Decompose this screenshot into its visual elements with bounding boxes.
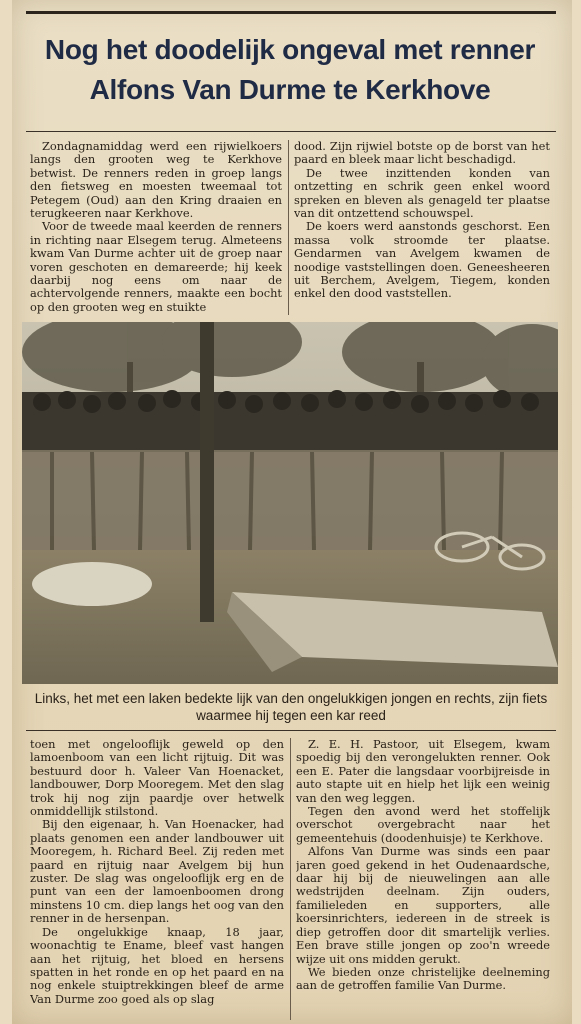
article-column-bottom-right: [296, 738, 550, 1020]
paragraph: toen met ongelooflijk geweld op den lamoenboom van een licht rijtuig. Dit was bestuurd door h. Valeer Van Hoenacket, landbouwer, Dorp Mooregem. Met den slag trok hij nog zijn paardje over hetwelk onmiddellijk stilstond.: [30, 738, 284, 819]
article-column-bottom-left: [30, 738, 284, 1020]
photo-illustration: [22, 322, 558, 684]
headline-line-1: Nog het doodelijk ongeval met renner: [44, 34, 536, 65]
caption-rule: [26, 730, 556, 731]
article-column-top-right: [294, 140, 550, 315]
paragraph: Bij den eigenaar, h. Van Hoenacker, had plaats genomen een ander landbouwer uit Mooregem, h. Richard Beel. Zij reden met paard en rijtuig naar Avelgem bij hun zuster. De slag was ongelooflijk erg en de punt van een der lamoenboomen drong minstens 10 cm. diep langs het oog van den renner in de hersenpan.: [30, 817, 284, 926]
top-rule: [26, 11, 556, 14]
headline: [20, 30, 560, 110]
article-column-top-left: [30, 140, 282, 315]
paragraph: Voor de tweede maal keerden de renners in richting naar Elsegem terug. Almeteens kwam Van Durme achter uit de groep naar voren geschoten en demareerde; hij keek daarbij nog eens om naar de achtervolgende renners, maakte een bocht op den grooten weg en stuikte: [30, 219, 282, 314]
paragraph: Alfons Van Durme was sinds een paar jaren goed gekend in het Oudenaardsche, daar hij bij de nieuwelingen aan alle wedstrijden deelnam. Zijn ouders, familieleden en supporters, alle koersinrichters, iedereen in de streek is diep getroffen door dit smartelijk verlies. Een brave stille jongen op zoo'n wreede wijze uit ons midden gerukt.: [296, 844, 550, 966]
headline-rule: [26, 131, 556, 132]
paragraph: De twee inzittenden konden van ontzetting en schrik geen enkel woord spreken en bleven als genageld ter plaatse van dit ontzettend schouwspel.: [294, 165, 550, 221]
paragraph: We bieden onze christelijke deelneming aan de getroffen familie Van Durme.: [296, 964, 550, 993]
column-divider: [288, 140, 289, 315]
photo-caption: Links, het met een laken bedekte lijk van den ongelukkigen jongen en rechts, zijn fiets waarmee hij tegen een kar reed: [34, 691, 548, 723]
paragraph: Zondagnamiddag werd een rijwielkoers langs den grooten weg te Kerkhove betwist. De renners reden in groep langs den fietsweg en moesten tweemaal tot Petegem (Oud) aan den Kring draaien en terugkeeren naar Kerkhove.: [30, 140, 282, 221]
column-divider: [290, 738, 291, 1020]
paragraph: De ongelukkige knaap, 18 jaar, woonachtig te Ename, bleef vast hangen aan het rijtuig, het bloed en hersens spatten in het ronde en op het paard en na nog enkele stuiptrekkingen bleef de arme Van Durme zoo goed als op slag: [30, 924, 284, 1006]
paragraph: De koers werd aanstonds geschorst. Een massa volk stroomde ter plaatse. Gendarmen van Avelgem kwamen de noodige vaststellingen doen. Geneesheeren uit Berchem, Avelgem, Tiegem, konden enkel den dood vaststellen.: [294, 219, 550, 301]
accident-photo: [22, 322, 558, 684]
paragraph: dood. Zijn rijwiel botste op de borst van het paard en bleek maar licht beschadigd.: [294, 140, 550, 167]
paragraph: Tegen den avond werd het stoffelijk overschot overgebracht naar het gemeentehuis (doodenhuisje) te Kerkhove.: [296, 804, 550, 845]
headline-line-2: Alfons Van Durme te Kerkhove: [89, 74, 491, 105]
paragraph: Z. E. H. Pastoor, uit Elsegem, kwam spoedig bij den verongelukten renner. Ook een E. Pater die langsdaar voorbijreisde in auto stapte uit en hielp het lijk een weinig van den weg leggen.: [296, 738, 550, 805]
